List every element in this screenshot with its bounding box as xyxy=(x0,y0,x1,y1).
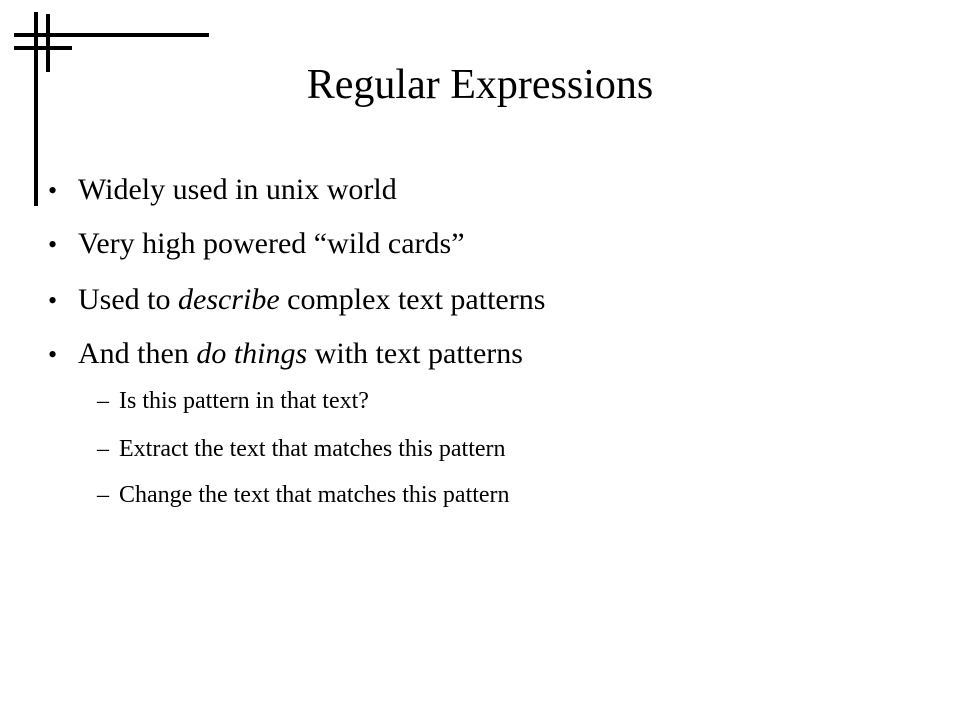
decorative-horizontal-line xyxy=(14,33,209,37)
sub-bullet-text: Extract the text that matches this pattern xyxy=(119,436,506,462)
sub-bullet-text: Change the text that matches this pattern xyxy=(119,482,510,508)
slide-title: Regular Expressions xyxy=(306,62,654,108)
decorative-horizontal-line-short xyxy=(14,46,72,50)
bullet-text-tail: with text patterns xyxy=(307,337,523,370)
bullet-item xyxy=(48,282,545,319)
bullet-text-tail: complex text patterns xyxy=(279,283,546,316)
bullet-text: Used to xyxy=(78,283,178,316)
bullet-item xyxy=(48,336,523,373)
sub-bullet-marker: – xyxy=(97,388,109,414)
bullet-emphasis: describe xyxy=(178,283,280,316)
bullet-marker: • xyxy=(48,340,58,369)
bullet-marker: • xyxy=(48,286,58,315)
sub-bullet-marker: – xyxy=(97,482,109,508)
sub-bullet-item xyxy=(97,480,510,510)
bullet-item xyxy=(48,226,465,263)
bullet-text: Very high powered “wild cards” xyxy=(78,227,465,260)
sub-bullet-item xyxy=(97,434,506,464)
sub-bullet-marker: – xyxy=(97,436,109,462)
bullet-item xyxy=(48,172,397,209)
sub-bullet-text: Is this pattern in that text? xyxy=(119,388,369,414)
bullet-marker: • xyxy=(48,176,58,205)
bullet-text: And then xyxy=(78,337,197,370)
bullet-emphasis: do things xyxy=(196,337,308,370)
bullet-text: Widely used in unix world xyxy=(78,173,397,206)
sub-bullet-item xyxy=(97,386,369,416)
bullet-marker: • xyxy=(48,230,58,259)
